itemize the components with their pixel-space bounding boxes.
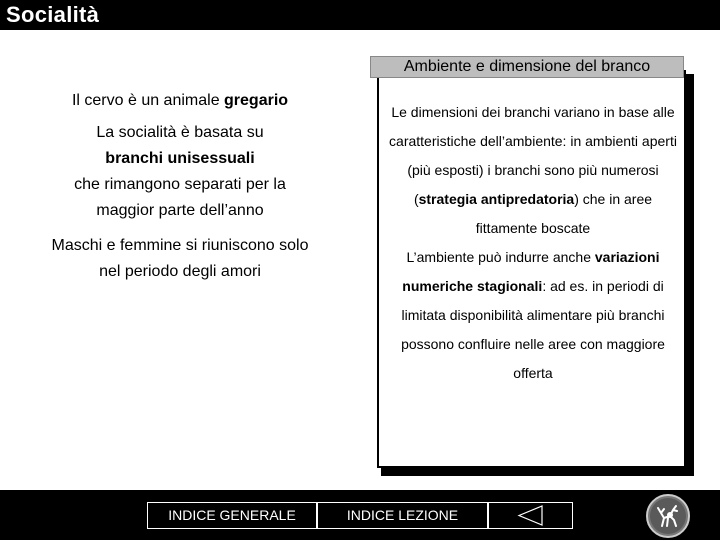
back-triangle-icon xyxy=(489,503,572,528)
left-paragraph-3 xyxy=(30,233,330,285)
info-box-text xyxy=(386,98,680,388)
separated-line: che rimangono separati per la xyxy=(74,176,286,193)
deer-silhouette-icon xyxy=(648,496,688,536)
unisex-herds-bold: branchi unisessuali xyxy=(105,150,255,167)
back-button[interactable] xyxy=(488,502,573,529)
males-females-line: Maschi e femmine si riuniscono solo xyxy=(51,237,309,254)
mating-period-line: nel periodo degli amori xyxy=(99,263,261,280)
environment-paragraph-2 xyxy=(386,243,680,388)
env-p1-end: ) che in aree fittamente boscate xyxy=(475,191,653,236)
general-index-button[interactable]: INDICE GENERALE xyxy=(147,502,317,529)
sociality-line: La socialità è basata su xyxy=(96,124,264,141)
env-p2-end: : ad es. in periodi di limitata disponibilità alimentare più branchi possono confluire nelle aree con maggiore offerta xyxy=(401,278,665,381)
antipredator-bold: strategia antipredatoria xyxy=(418,191,575,207)
environment-paragraph-1 xyxy=(386,98,680,243)
seasonal-variation-bold: variazioni numeriche stagionali xyxy=(402,249,660,294)
env-p2-text: L’ambiente può indurre anche xyxy=(406,249,595,265)
deer-logo-icon[interactable] xyxy=(646,494,690,538)
env-p1-text: Le dimensioni dei branchi variano in base alle caratteristiche dell’ambiente: in ambienti aperti (più esposti) i branchi sono più numerosi ( xyxy=(389,104,677,207)
left-paragraph-2 xyxy=(30,120,330,224)
gregarious-text: Il cervo è un animale xyxy=(71,92,225,109)
year-line: maggior parte dell’anno xyxy=(96,202,264,219)
page-title: Socialità xyxy=(6,2,100,27)
info-box-header: Ambiente e dimensione del branco xyxy=(370,56,684,78)
title-bar xyxy=(0,0,720,30)
left-paragraph-1 xyxy=(30,88,330,114)
lesson-index-button[interactable]: INDICE LEZIONE xyxy=(317,502,488,529)
gregarious-bold: gregario xyxy=(224,92,289,109)
